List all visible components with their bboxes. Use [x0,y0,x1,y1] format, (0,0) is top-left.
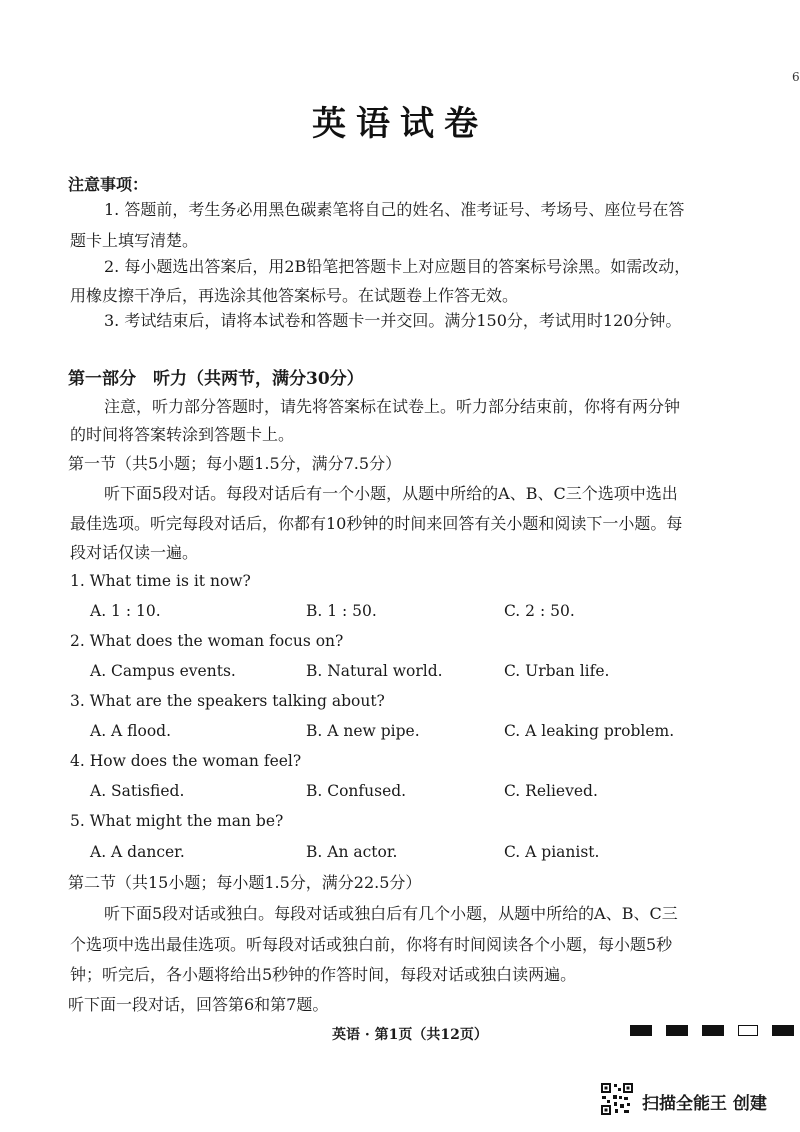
question-5-option-b: B. An actor. [306,843,398,861]
section1-heading: 第一节（共5小题；每小题1.5分，满分7.5分） [68,454,402,473]
section2-instruction: 听下面一段对话，回答第6和第7题。 [68,995,329,1014]
page-title: 英语试卷 [312,104,488,144]
part1-note-line-2: 的时间将答案转涂到答题卡上。 [70,425,295,444]
notice-item-3: 3. 考试结束后，请将本试卷和答题卡一并交回。满分150分，考试用时120分钟。 [104,311,682,330]
question-4: 4. How does the woman feel? [70,752,302,770]
question-2: 2. What does the woman focus on? [70,632,344,650]
notice-item-1-line-2: 题卡上填写清楚。 [70,231,199,250]
question-1-option-b: B. 1 : 50. [306,602,377,620]
question-2-option-c: C. Urban life. [504,662,610,680]
notice-item-2-line-1: 2. 每小题选出答案后，用2B铅笔把答题卡上对应题目的答案标号涂黑。如需改动， [104,257,691,276]
section2-intro-line-3: 钟；听完后，各小题将给出5秒钟的作答时间，每段对话或独白读两遍。 [70,965,577,984]
question-4-option-b: B. Confused. [306,782,407,800]
section1-intro-line-3: 段对话仅读一遍。 [70,543,199,562]
section2-heading: 第二节（共15小题；每小题1.5分，满分22.5分） [68,873,422,892]
alignment-mark-empty [738,1025,758,1036]
question-4-option-c: C. Relieved. [504,782,598,800]
section2-intro-line-1: 听下面5段对话或独白。每段对话或独白后有几个小题，从题中所给的A、B、C三 [104,904,678,923]
question-2-option-b: B. Natural world. [306,662,443,680]
question-1-option-c: C. 2 : 50. [504,602,575,620]
question-5: 5. What might the man be? [70,812,284,830]
question-2-option-a: A. Campus events. [90,662,236,680]
notice-item-2-line-2: 用橡皮擦干净后，再选涂其他答案标号。在试题卷上作答无效。 [70,286,519,305]
qr-code-icon [600,1082,634,1116]
page-number: 英语 · 第1页（共12页） [332,1027,488,1043]
edge-mark: 6 [792,70,800,84]
question-3: 3. What are the speakers talking about? [70,692,385,710]
part1-heading: 第一部分 听力（共两节，满分30分） [68,369,364,389]
part1-note-line-1: 注意，听力部分答题时，请先将答案标在试卷上。听力部分结束前，你将有两分钟 [104,397,681,416]
question-1: 1. What time is it now? [70,572,251,590]
question-3-option-c: C. A leaking problem. [504,722,675,740]
notice-heading: 注意事项： [68,175,149,194]
question-5-option-c: C. A pianist. [504,843,600,861]
question-4-option-a: A. Satisfied. [90,782,185,800]
question-5-option-a: A. A dancer. [90,843,185,861]
notice-item-1-line-1: 1. 答题前，考生务必用黑色碳素笔将自己的姓名、准考证号、考场号、座位号在答 [104,200,685,219]
alignment-mark [666,1025,688,1036]
question-1-option-a: A. 1 : 10. [90,602,161,620]
section1-intro-line-1: 听下面5段对话。每段对话后有一个小题，从题中所给的A、B、C三个选项中选出 [104,484,678,503]
alignment-mark [630,1025,652,1036]
question-3-option-a: A. A flood. [90,722,172,740]
section1-intro-line-2: 最佳选项。听完每段对话后，你都有10秒钟的时间来回答有关小题和阅读下一小题。每 [70,514,683,533]
alignment-mark [772,1025,794,1036]
scanner-watermark: 扫描全能王 创建 [642,1094,767,1114]
alignment-marks [630,1025,794,1036]
section2-intro-line-2: 个选项中选出最佳选项。听每段对话或独白前，你将有时间阅读各个小题，每小题5秒 [70,935,673,954]
question-3-option-b: B. A new pipe. [306,722,420,740]
alignment-mark [702,1025,724,1036]
